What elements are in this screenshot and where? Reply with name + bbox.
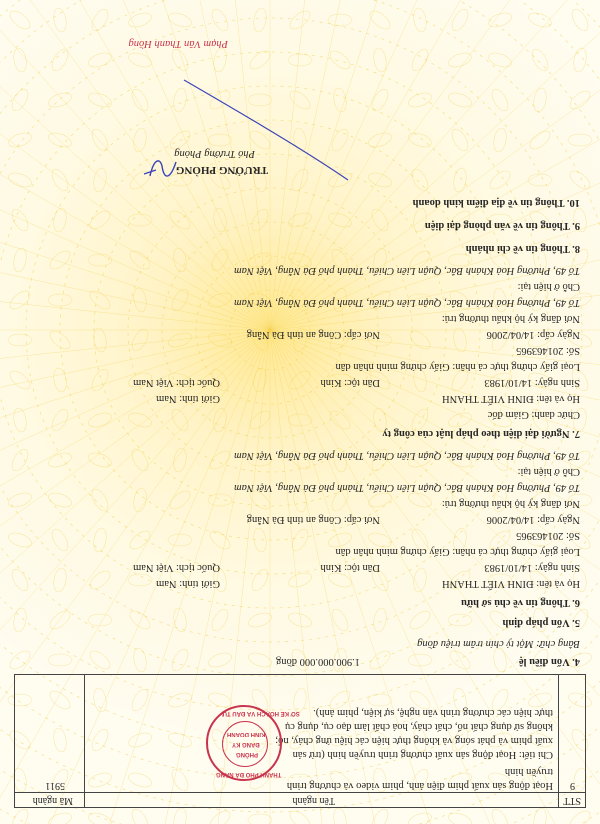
owner-ethnic: Dân tộc: Kinh	[320, 562, 380, 573]
rep-cur-value: Tổ 49, Phường Hoà Khánh Bắc, Quận Liên Chiểu, Thành phố Đà Nẵng, Việt Nam	[234, 265, 580, 276]
business-lines-table-header	[14, 792, 586, 808]
owner-id-no: Số: 201463965	[516, 530, 580, 541]
owner-gender: Giới tính: Nam	[156, 578, 220, 589]
rep-ethnic: Dân tộc: Kinh	[320, 377, 380, 388]
owner-dob: Sinh ngày: 14/10/1983	[484, 562, 580, 573]
owner-issue-date: Ngày cấp: 14/04/2006	[486, 514, 580, 525]
owner-issue-place: Nơi cấp: Công an tỉnh Đà Nẵng	[246, 514, 380, 525]
owner-hk-label: Nơi đăng ký hộ khẩu thường trú:	[441, 498, 580, 509]
rep-nationality: Quốc tịch: Việt Nam	[133, 377, 220, 388]
stamp-center-1: PHÒNG	[236, 751, 259, 757]
row-text-line: thực hiện các chương trình văn nghệ, sự kiện, phim ảnh).	[313, 707, 553, 718]
section-von-phap-dinh: 5. Vốn pháp định	[502, 617, 580, 628]
von-dieu-le-bang-chu: Bằng chữ: Một tỷ chín trăm triệu đồng	[417, 638, 580, 649]
stamp-city: THÀNH PHỐ ĐÀ NẴNG	[216, 771, 282, 777]
row-text-line: Hoạt động sản xuất phim điện ảnh, phim video và chương trình	[286, 780, 553, 791]
rep-gender: Giới tính: Nam	[156, 393, 220, 404]
section-von-dieu-le: 4. Vốn điều lệ	[518, 656, 580, 667]
section-dai-dien: 7. Người đại diện theo pháp luật của công ty	[382, 428, 580, 439]
section-chu-so-huu: 6. Thông tin về chủ sở hữu	[460, 597, 580, 608]
row-text-line: truyền hình	[504, 766, 553, 777]
owner-cur-label: Chỗ ở hiện tại:	[517, 466, 580, 477]
rep-dob: Sinh ngày: 14/10/1983	[484, 377, 580, 388]
rep-issue-place: Nơi cấp: Công an tỉnh Đà Nẵng	[246, 329, 380, 340]
rep-name: Họ và tên: ĐINH VIẾT THANH	[442, 393, 580, 404]
row-ma-nganh: 5911	[45, 780, 65, 791]
rep-hk-value: Tổ 49, Phường Hoà Khánh Bắc, Quận Liên Chiểu, Thành phố Đà Nẵng, Việt Nam	[234, 297, 580, 308]
owner-hk-value: Tổ 49, Phường Hoà Khánh Bắc, Quận Liên Chiểu, Thành phố Đà Nẵng, Việt Nam	[234, 482, 580, 493]
section-chi-nhanh: 8. Thông tin về chi nhánh	[465, 243, 580, 254]
signature-mark	[140, 154, 180, 184]
row-text-line: Chi tiết: Hoạt động sản xuất chương trình truyền hình (trừ sản	[292, 749, 553, 760]
rep-hk-label: Nơi đăng ký hộ khẩu thường trú:	[441, 313, 580, 324]
business-line-row	[14, 674, 586, 794]
stamp-center-2: ĐĂNG KÝ	[232, 741, 260, 747]
owner-name: Họ và tên: ĐINH VIẾT THANH	[442, 578, 580, 589]
col-ma-nganh: Mã ngành	[32, 795, 73, 806]
col-ten-nganh: Tên ngành	[292, 795, 335, 806]
stamp-org: SỞ KẾ HOẠCH VÀ ĐẦU TƯ	[222, 710, 300, 716]
col-stt: STT	[563, 795, 581, 806]
signature-stroke	[180, 74, 350, 184]
rep-id-no: Số: 201463965	[516, 345, 580, 356]
signer-name: Phạm Văn Thanh Hồng	[128, 38, 228, 49]
rep-position: Chức danh: Giám đốc	[487, 409, 580, 420]
row-text-line: không sử dụng chất nổ, chất cháy, hoá chất làm đạo cụ, dụng cụ	[284, 721, 553, 732]
rep-id-type: Loại giấy chứng thực cá nhân: Giấy chứng minh nhân dân	[335, 361, 580, 372]
section-van-phong: 9. Thông tin về văn phòng đại diện	[424, 220, 580, 231]
owner-cur-value: Tổ 49, Phường Hoà Khánh Bắc, Quận Liên Chiểu, Thành phố Đà Nẵng, Việt Nam	[234, 450, 580, 461]
rep-cur-label: Chỗ ở hiện tại:	[517, 281, 580, 292]
von-dieu-le-value: 1.900.000.000 đồng	[276, 656, 360, 667]
signature-title: TRƯỞNG PHÒNG	[175, 164, 268, 176]
owner-id-type: Loại giấy chứng thực cá nhân: Giấy chứng minh nhân dân	[335, 546, 580, 557]
signature-deputy: Phó Trưởng Phòng	[174, 148, 255, 159]
section-dia-diem: 10. Thông tin về địa điểm kinh doanh	[412, 197, 580, 208]
rep-issue-date: Ngày cấp: 14/04/2006	[486, 329, 580, 340]
owner-nationality: Quốc tịch: Việt Nam	[133, 562, 220, 573]
row-stt: 9	[570, 780, 575, 791]
stamp-center-3: KINH DOANH	[227, 731, 266, 737]
official-stamp	[206, 705, 300, 781]
row-text-line: xuất phim và phát sóng và không thực hiện các hiệu ứng cháy, nổ;	[275, 735, 553, 746]
